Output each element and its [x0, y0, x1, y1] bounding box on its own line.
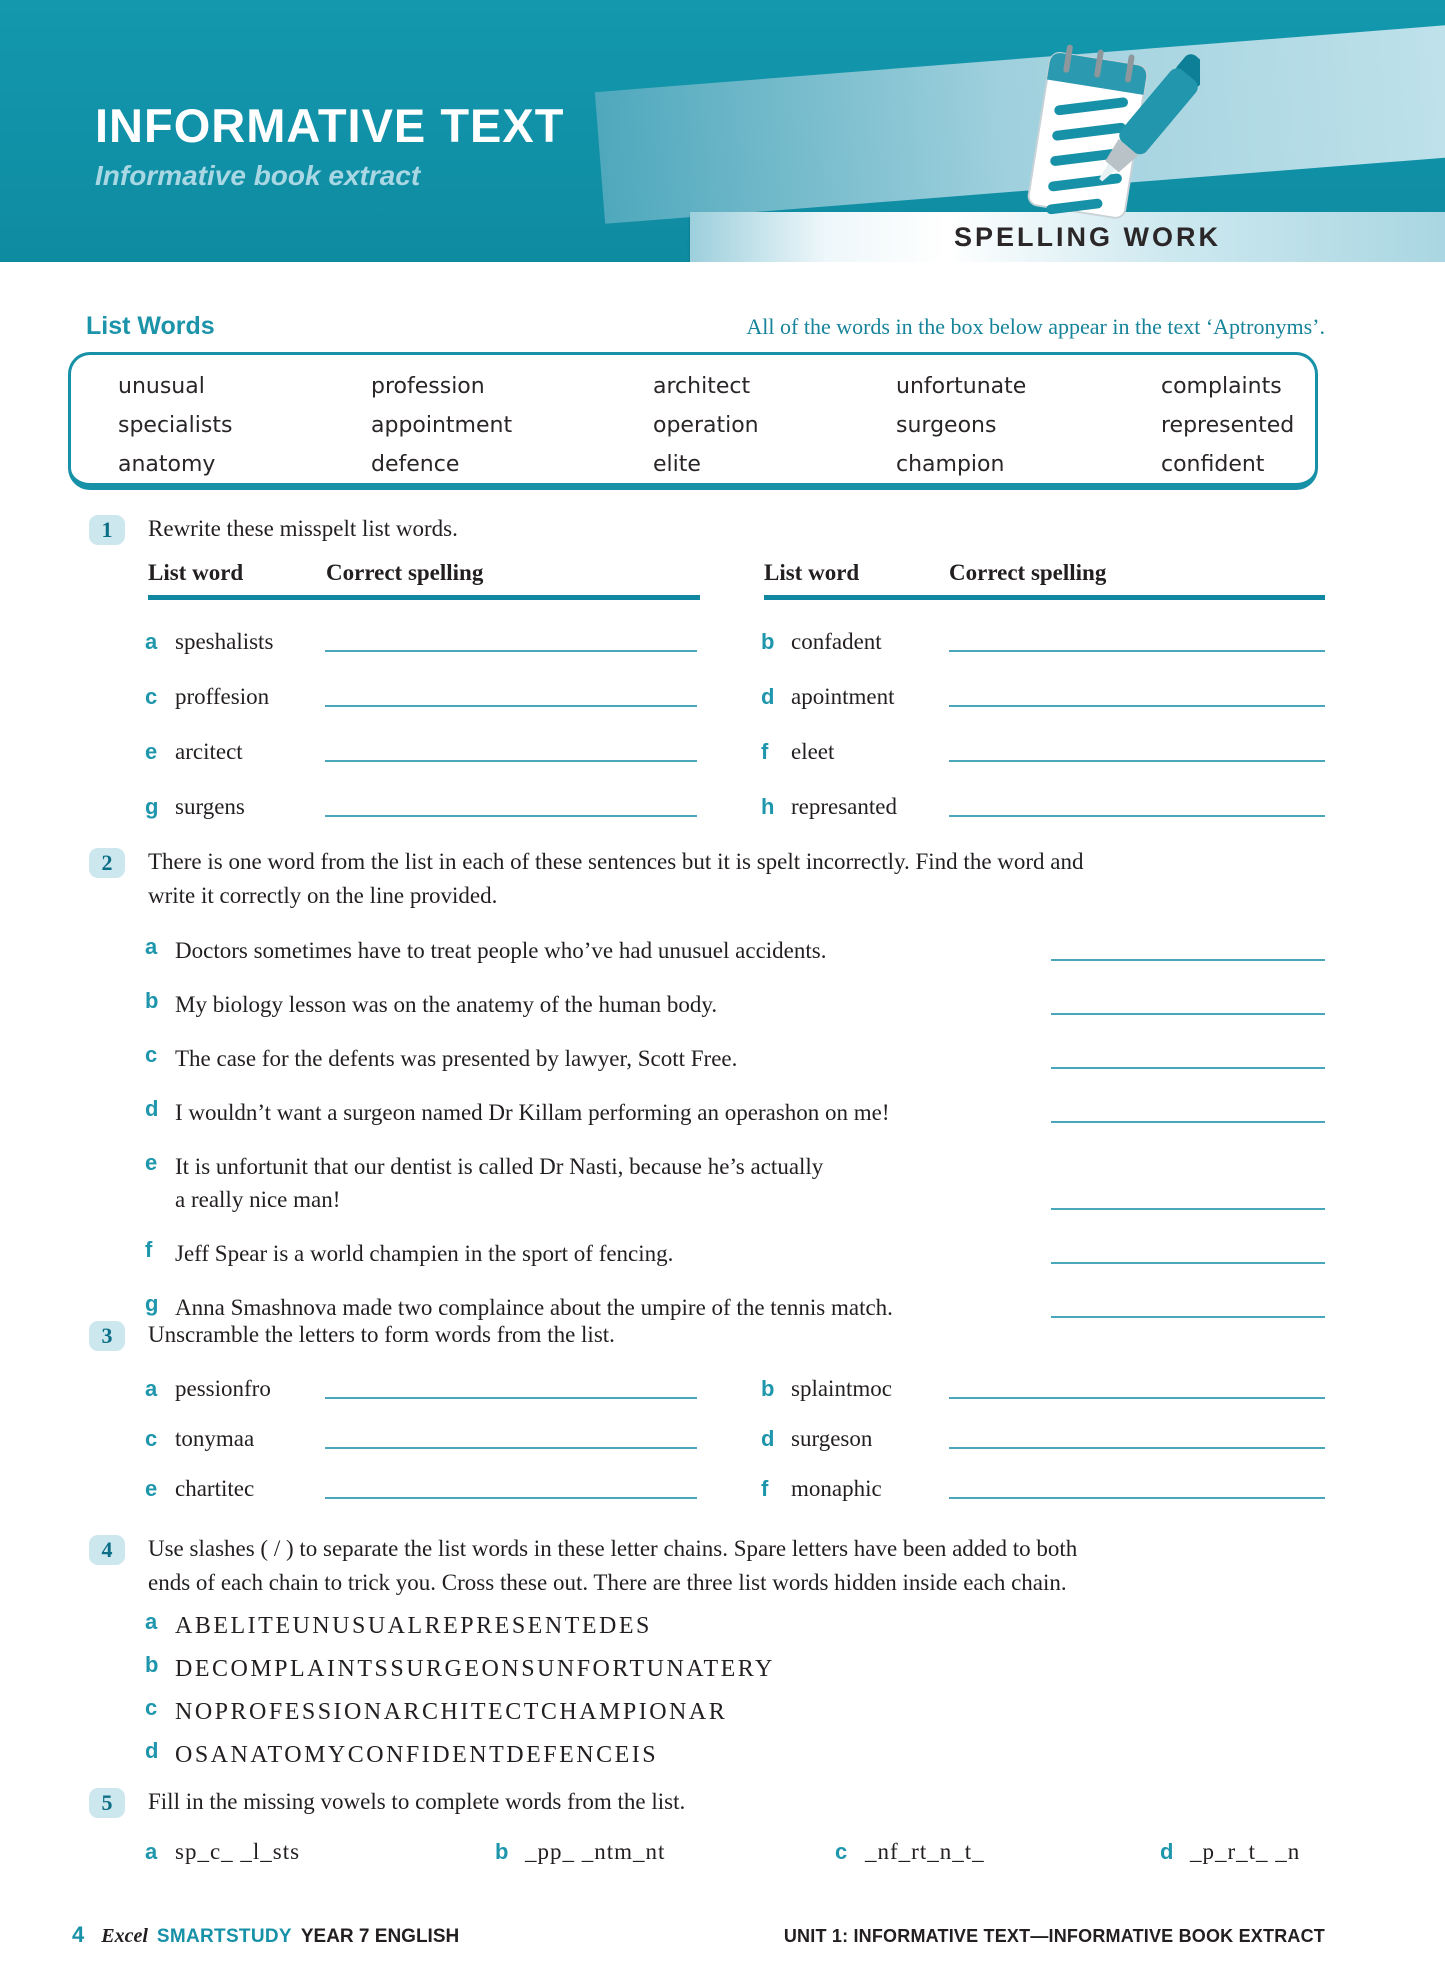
answer-line	[325, 705, 697, 707]
misspelt-word: represanted	[791, 794, 897, 819]
word-item: operation	[653, 413, 759, 438]
series-name: SMARTSTUDY	[156, 1926, 292, 1947]
sentence: Anna Smashnova made two complaince about the umpire of the tennis match.	[175, 1295, 893, 1320]
q1-item-e	[145, 710, 761, 765]
answer-line	[325, 760, 697, 762]
vowel-gap-word: _p_r_t_ _n	[1190, 1839, 1301, 1864]
question-3	[0, 1318, 1445, 1502]
word-item: elite	[653, 452, 701, 477]
item-letter: g	[145, 794, 159, 819]
question-4	[0, 1532, 1445, 1772]
item-letter: b	[145, 988, 159, 1013]
scrambled-word: tonymaa	[175, 1426, 255, 1451]
item-letter: f	[145, 1237, 153, 1262]
answer-line	[1051, 1121, 1325, 1123]
q2-item-e	[145, 1150, 1325, 1216]
list-words-note: All of the words in the box below appear in the text ‘Aptronyms’.	[746, 314, 1325, 339]
answer-line	[1051, 1208, 1325, 1210]
q3-item-b	[761, 1352, 1325, 1402]
question-number-badge: 5	[89, 1788, 125, 1818]
list-words-header-row	[86, 312, 1325, 341]
word-box	[68, 352, 1318, 490]
word-item: appointment	[371, 413, 513, 438]
word-item: confident	[1161, 452, 1265, 477]
q5-items	[145, 1839, 1445, 1865]
sentence: It is unfortunit that our dentist is called Dr Nasti, because he’s actually a really nice man!	[175, 1154, 824, 1212]
item-letter: d	[1160, 1839, 1174, 1864]
q3-item-f	[761, 1452, 1325, 1502]
scrambled-word: monaphic	[791, 1476, 882, 1501]
item-letter: c	[145, 1695, 158, 1720]
q3-item-d	[761, 1402, 1325, 1452]
sentence: My biology lesson was on the anatemy of the human body.	[175, 992, 718, 1017]
header-banner	[0, 0, 1445, 262]
item-letter: a	[145, 1839, 158, 1864]
sentence: Doctors sometimes have to treat people who’ve had unusuel accidents.	[175, 938, 827, 963]
q3-item-e	[145, 1452, 761, 1502]
answer-line	[949, 815, 1325, 817]
q2-item-c	[145, 1042, 1325, 1075]
item-letter: b	[761, 629, 775, 654]
prompt-line: ends of each chain to trick you. Cross these out. There are three list words hidden inside each chain.	[148, 1570, 1067, 1595]
misspelt-word: eleet	[791, 739, 835, 764]
scrambled-word: chartitec	[175, 1476, 255, 1501]
q5-item-a	[145, 1839, 495, 1865]
q1-item-g	[145, 765, 761, 820]
q1-item-c	[145, 655, 761, 710]
page-number: 4	[72, 1922, 85, 1947]
vowel-gap-word: _pp_ _ntm_nt	[525, 1839, 666, 1864]
word-grid	[118, 371, 1315, 481]
answer-line	[949, 1497, 1325, 1499]
question-4-head	[0, 1532, 1445, 1600]
question-1	[0, 512, 1445, 820]
item-letter: d	[761, 1426, 775, 1451]
answer-line	[325, 1447, 697, 1449]
answer-line	[1051, 1067, 1325, 1069]
brand-name: Excel	[101, 1925, 148, 1947]
item-letter: b	[145, 1652, 159, 1677]
misspelt-word: surgens	[175, 794, 245, 819]
answer-line	[949, 760, 1325, 762]
column-header-correct-spelling: Correct spelling	[949, 560, 1107, 585]
answer-line	[325, 1397, 697, 1399]
q2-item-d	[145, 1096, 1325, 1129]
item-letter: h	[761, 794, 775, 819]
q2-item-f	[145, 1237, 1325, 1270]
q4-item-c	[145, 1695, 1445, 1729]
q4-item-a	[145, 1609, 1445, 1643]
unit-title: UNIT 1: INFORMATIVE TEXT—INFORMATIVE BOOK EXTRACT	[783, 1926, 1325, 1946]
answer-line	[949, 650, 1325, 652]
sentence: Jeff Spear is a world champien in the sport of fencing.	[175, 1241, 674, 1266]
q1-item-a	[145, 600, 761, 655]
q3-item-a	[145, 1352, 761, 1402]
word-item: profession	[371, 374, 485, 399]
q1-table	[145, 546, 1325, 820]
misspelt-word: confadent	[791, 629, 882, 654]
answer-line	[1051, 1013, 1325, 1015]
q1-right-column	[761, 546, 1325, 820]
prompt-line: write it correctly on the line provided.	[148, 883, 498, 908]
prompt-line: There is one word from the list in each of these sentences but it is spelt incorrectly. Find the word and	[148, 849, 1084, 874]
q5-item-d	[1160, 1839, 1300, 1865]
answer-line	[1051, 1262, 1325, 1264]
page-subtitle: Informative book extract	[95, 159, 421, 191]
item-letter: d	[761, 684, 775, 709]
item-letter: f	[761, 739, 769, 764]
q1-column-headers	[764, 560, 1325, 600]
question-1-head	[0, 512, 1445, 546]
item-letter: e	[145, 739, 158, 764]
letter-chain: NOPROFESSIONARCHITECTCHAMPIONAR	[175, 1699, 728, 1725]
answer-line	[325, 650, 697, 652]
item-letter: a	[145, 629, 158, 654]
letter-chain: OSANATOMYCONFIDENTDEFENCEIS	[175, 1742, 659, 1768]
question-number-badge: 3	[89, 1321, 125, 1351]
item-letter: e	[145, 1150, 158, 1175]
letter-chain: DECOMPLAINTSSURGEONSUNFORTUNATERY	[175, 1656, 775, 1682]
question-1-prompt: Rewrite these misspelt list words.	[148, 516, 458, 541]
item-letter: a	[145, 1609, 158, 1634]
word-item: anatomy	[118, 452, 216, 477]
answer-line	[325, 815, 697, 817]
q1-item-h	[761, 765, 1325, 820]
scrambled-word: surgeson	[791, 1426, 873, 1451]
item-letter: g	[145, 1291, 159, 1316]
q4-item-b	[145, 1652, 1445, 1686]
word-item: architect	[653, 374, 751, 399]
question-3-prompt: Unscramble the letters to form words from the list.	[148, 1322, 615, 1347]
q3-left-column	[145, 1352, 761, 1502]
question-4-prompt	[148, 1532, 1077, 1600]
q1-item-f	[761, 710, 1325, 765]
course-name: YEAR 7 ENGLISH	[300, 1926, 460, 1947]
scrambled-word: splaintmoc	[791, 1376, 892, 1401]
sentence: I wouldn’t want a surgeon named Dr Killam performing an operashon on me!	[175, 1100, 890, 1125]
q3-right-column	[761, 1352, 1325, 1502]
header-titles	[95, 100, 564, 192]
word-item: defence	[371, 452, 460, 477]
q4-item-d	[145, 1738, 1445, 1772]
item-letter: a	[145, 934, 158, 959]
word-item: complaints	[1161, 374, 1282, 399]
question-5-prompt: Fill in the missing vowels to complete words from the list.	[148, 1789, 686, 1814]
question-2	[0, 845, 1445, 1324]
question-2-prompt	[148, 845, 1084, 913]
answer-line	[325, 1497, 697, 1499]
answer-line	[1051, 959, 1325, 961]
word-item: unfortunate	[896, 374, 1027, 399]
word-item: represented	[1161, 413, 1295, 438]
q3-table	[145, 1352, 1325, 1502]
word-item: surgeons	[896, 413, 997, 438]
q1-item-b	[761, 600, 1325, 655]
letter-chain: ABELITEUNUSUALREPRESENTEDES	[175, 1613, 652, 1639]
column-header-list-word: List word	[764, 560, 860, 585]
q1-left-column	[145, 546, 761, 820]
question-number-badge: 4	[89, 1535, 125, 1565]
q2-item-a	[145, 934, 1325, 967]
q5-item-b	[495, 1839, 835, 1865]
q2-item-b	[145, 988, 1325, 1021]
item-letter: b	[761, 1376, 775, 1401]
word-item: unusual	[118, 374, 205, 399]
misspelt-word: proffesion	[175, 684, 270, 709]
item-letter: c	[145, 1426, 158, 1451]
item-letter: f	[761, 1476, 769, 1501]
question-5	[0, 1785, 1445, 1865]
notepad-marker-icon	[995, 26, 1200, 244]
list-words-heading: List Words	[86, 312, 215, 340]
word-item: specialists	[118, 413, 233, 438]
q1-column-headers	[148, 560, 700, 600]
q5-item-c	[835, 1839, 1160, 1865]
misspelt-word: arcitect	[175, 739, 243, 764]
misspelt-word: speshalists	[175, 629, 274, 654]
section-tag-label: SPELLING WORK	[954, 221, 1221, 252]
vowel-gap-word: sp_c_ _l_sts	[175, 1839, 301, 1864]
item-letter: c	[145, 684, 158, 709]
item-letter: b	[495, 1839, 509, 1864]
vowel-gap-word: _nf_rt_n_t_	[865, 1839, 985, 1864]
item-letter: c	[145, 1042, 158, 1067]
question-3-head	[0, 1318, 1445, 1352]
misspelt-word: apointment	[791, 684, 895, 709]
column-header-list-word: List word	[148, 560, 244, 585]
item-letter: c	[835, 1839, 848, 1864]
word-item: champion	[896, 452, 1005, 477]
column-header-correct-spelling: Correct spelling	[326, 560, 484, 585]
prompt-line: Use slashes ( / ) to separate the list words in these letter chains. Spare letters have been added to both	[148, 1536, 1078, 1561]
item-letter: d	[145, 1738, 159, 1763]
question-2-head	[0, 845, 1445, 913]
page-title: INFORMATIVE TEXT	[95, 99, 565, 152]
answer-line	[949, 705, 1325, 707]
question-5-head	[0, 1785, 1445, 1819]
page-footer	[0, 1922, 1445, 1948]
sentence: The case for the defents was presented by lawyer, Scott Free.	[175, 1046, 738, 1071]
item-letter: a	[145, 1376, 158, 1401]
answer-line	[949, 1447, 1325, 1449]
item-letter: d	[145, 1096, 159, 1121]
scrambled-word: pessionfro	[175, 1376, 271, 1401]
question-number-badge: 2	[89, 848, 125, 878]
q3-item-c	[145, 1402, 761, 1452]
item-letter: e	[145, 1476, 158, 1501]
q1-item-d	[761, 655, 1325, 710]
question-number-badge: 1	[89, 515, 125, 545]
answer-line	[949, 1397, 1325, 1399]
